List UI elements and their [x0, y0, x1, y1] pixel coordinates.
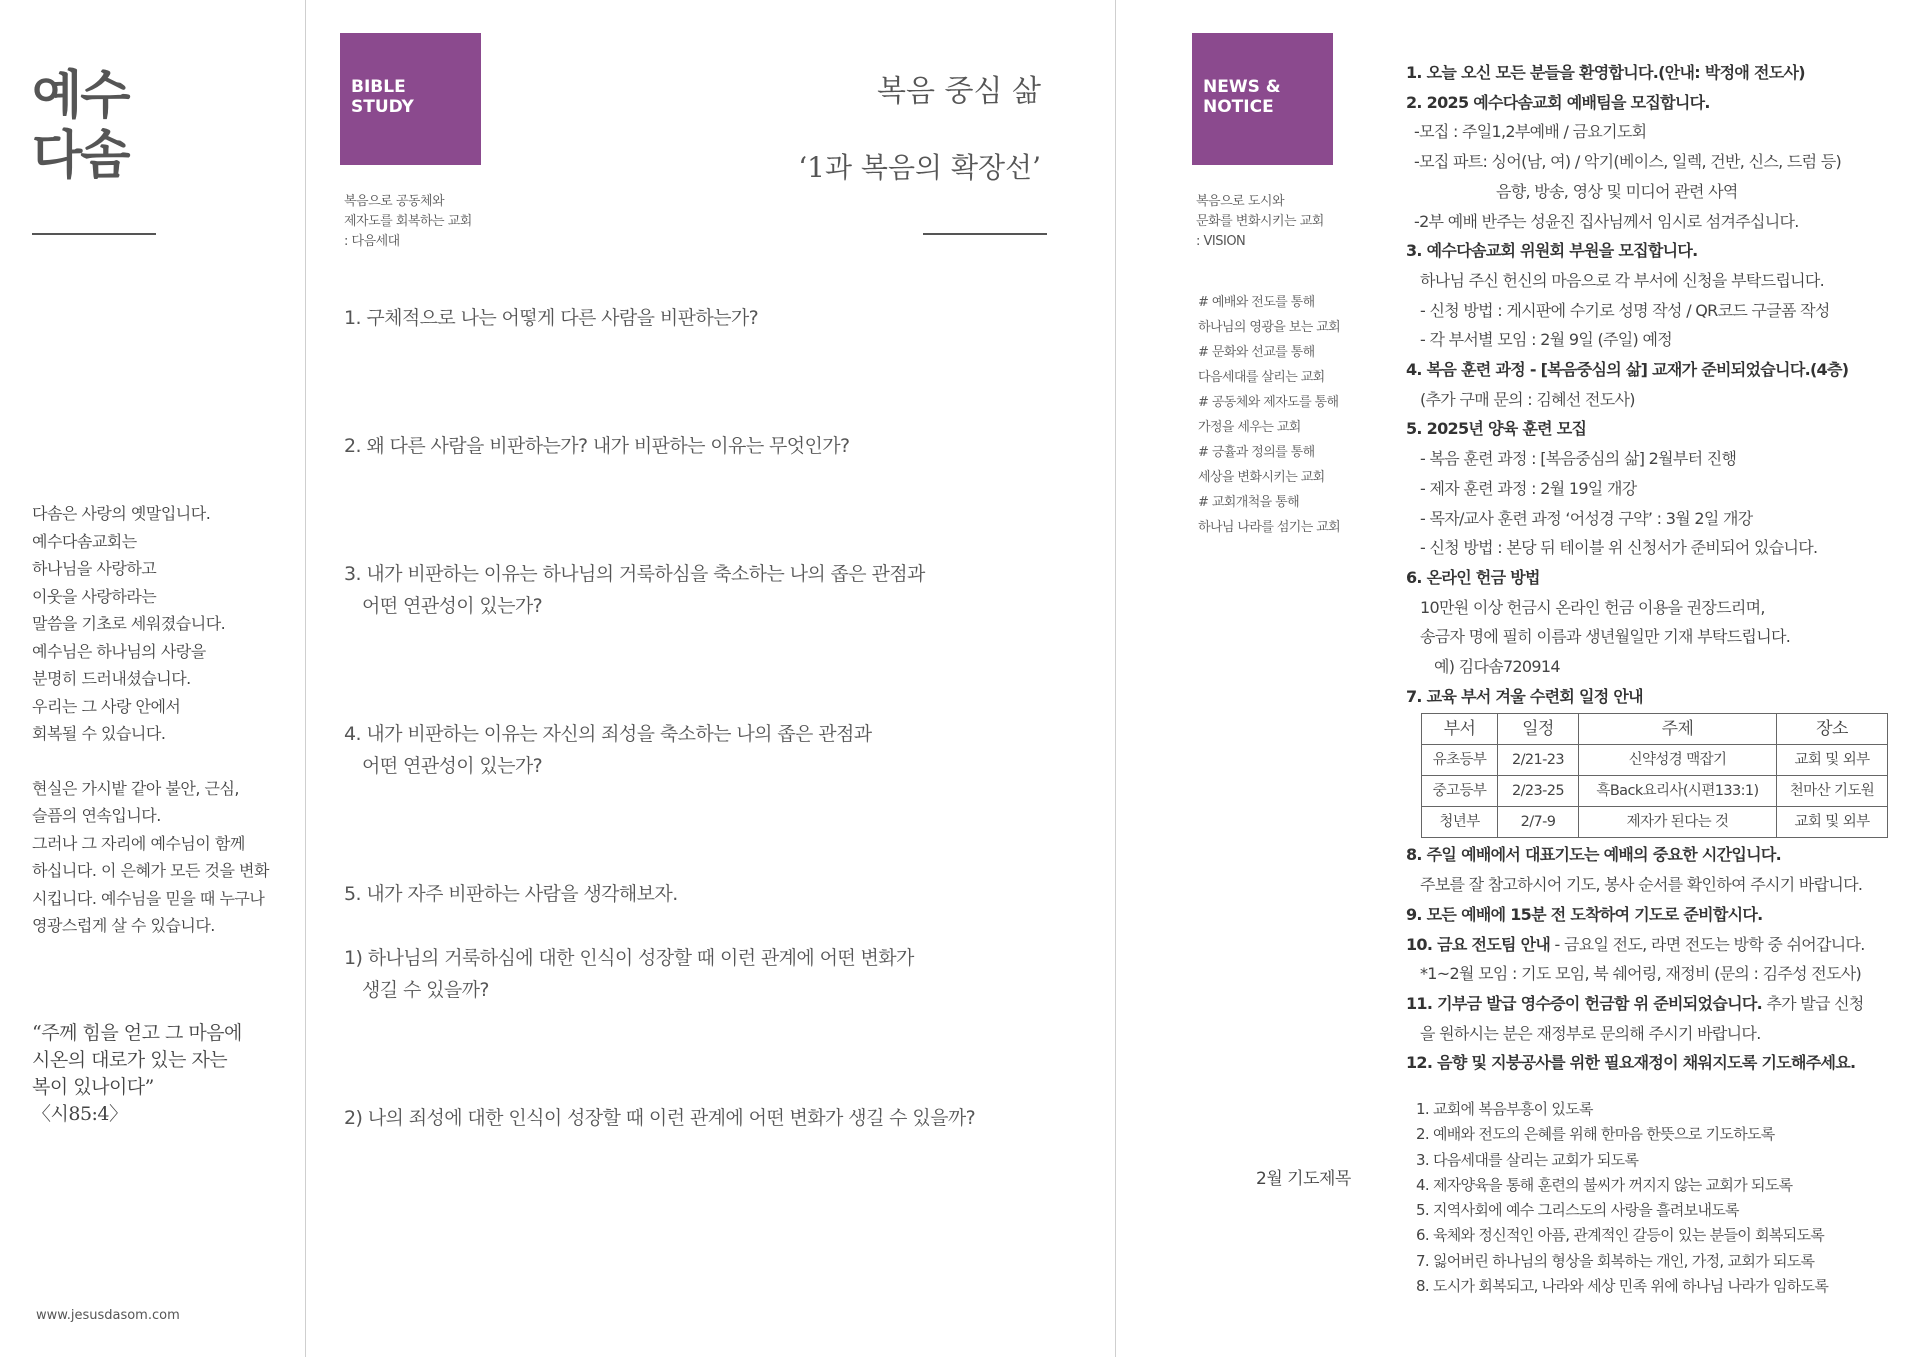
list-item: 5. 지역사회에 예수 그리스도의 사랑을 흘려보내도록	[1416, 1201, 1739, 1220]
list-item: 4. 제자양육을 통해 훈련의 불씨가 꺼지지 않는 교회가 되도록	[1416, 1175, 1793, 1194]
notice-item: 1. 오늘 오신 모든 분들을 환영합니다.(안내: 박정애 전도사)	[1406, 63, 1805, 82]
question-2: 2. 왜 다른 사람을 비판하는가? 내가 비판하는 이유는 무엇인가?	[344, 435, 850, 457]
church-tagline: 복음으로 공동체와 제자도를 회복하는 교회 : 다음세대	[344, 194, 472, 249]
notice-item: 8. 주일 예배에서 대표기도는 예배의 중요한 시간입니다.	[1406, 845, 1782, 865]
list-item: 1. 교회에 복음부흥이 있도록	[1416, 1100, 1593, 1118]
notice-list: 1. 오늘 오신 모든 분들을 환영합니다.(안내: 박정애 전도사) 2. 2025 예수다솜교회 예배팀을 모집합니다. -모집 : 주일1,2부예배 / 금요기도회 -모집 파트: 싱어(남, 여) / 악기(베이스, 일렉, 건반, 신스, 드럼 등) 음향, 방송, 영상 및 미디어 관련 사역 -2부 예배 반주는 성윤진 집사님께서 임시로 섬겨주십니다. 3. 예수다솜교회 위원회 부원을 모집합니다. 하나님 주신 헌신의 마음으로 각 부서에 신청을 부탁드립니다. - 신청 방법 : 게시판에 수기로 성명 작성 / QR코드 구글폼 작성 - 각 부서별 모임 : 2월 9일 (주일) 예정 4. 복음 훈련 과정 - [복음중심의 삶] 교재가 준비되었습니다.(4층) (추가 구매 문의 : 김혜선 전도사) 5. 2025년 양육 훈련 모집 - 복음 훈련 과정 : [복음중심의 삶] 2월부터 진행 - 제자 훈련 과정 : 2월 19일 개강 - 목자/교사 훈련 과정 ‘어성경 구약’ : 3월 2일 개강 - 신청 방법 : 본당 뒤 테이블 위 신청서가 준비되어 있습니다. 6. 온라인 헌금 방법 10만원 이상 헌금시 온라인 헌금 이용을 권장드리며, 송금자 명에 필히 이름과 생년월일만 기재 부탁드립니다. 예) 김다솜720914 7. 교육 부서 겨울 수련회 일정 안내 부서 일정 주제 장소 유초등부 2/21-23 신약성경 맥잡기 교회 및 외부 중고등부 2/23-25 흑Back요리사(시편133:1) 천마산 기도원 청년부 2/7-9 제자가 된다는 것 교회 및 외부 8. 주일 예배에서 대표기도는 예배의 중요한 시간입니다. 주보를 잘 참고하시어 기도, 봉사 순서를 확인하여 주시기 바랍니다. 9. 모든 예배에 15분 전 도착하여 기도로 준비합시다. 10. 금요 전도팀 안내 - 금요일 전도, 라면 전도는 방학 중 쉬어갑니다. *1~2월 모임 : 기도 모임, 북 쉐어링, 재정비 (문의 : 김주성 전도사) 11. 기부금 발급 영수증이 헌금함 위 준비되었습니다. 추가 발급 신청 을 원하시는 분은 재정부로 문의해 주시기 바랍니다. 12. 음향 및 지붕공사를 위한 필요재정이 채워지도록 기도해주세요.	[1406, 58, 1906, 1078]
divider	[32, 233, 156, 235]
church-logo: 예수 다솜	[32, 66, 129, 186]
table-header-row: 부서 일정 주제 장소	[1422, 714, 1888, 745]
prayer-topics-label: 2월 기도제목	[1256, 1169, 1351, 1189]
notice-item: 3. 예수다솜교회 위원회 부원을 모집합니다.	[1406, 241, 1698, 261]
list-item: 2. 예배와 전도의 은혜를 위해 한마음 한뜻으로 기도하도록	[1416, 1125, 1775, 1144]
list-item: 3. 다음세대를 살리는 교회가 되도록	[1416, 1150, 1639, 1169]
notice-item: 10. 금요 전도팀 안내 - 금요일 전도, 라면 전도는 방학 중 쉬어갑니다.	[1406, 934, 1865, 954]
vision-list: # 예배와 전도를 통해 하나님의 영광을 보는 교회 # 문화와 선교를 통해 다음세대를 살리는 교회 # 공동체와 제자도를 통해 가정을 세우는 교회 # 긍휼과 정의를 통해 세상을 변화시키는 교회 # 교회개척을 통해 하나님 나라를 섬기는 교회	[1198, 295, 1341, 535]
list-item: 7. 잃어버린 하나님의 형상을 회복하는 개인, 가정, 교회가 되도록	[1416, 1251, 1815, 1270]
vision-tagline: 복음으로 도시와 문화를 변화시키는 교회 : VISION	[1196, 194, 1324, 249]
question-3: 3. 내가 비판하는 이유는 하나님의 거룩하심을 축소하는 나의 좁은 관점과 어떤 연관성이 있는가?	[344, 563, 925, 617]
bible-study-badge: BIBLE STUDY	[340, 33, 481, 165]
notice-item: 7. 교육 부서 겨울 수련회 일정 안내	[1406, 686, 1643, 706]
study-subtitle: ‘1과 복음의 확장선’	[798, 151, 1041, 184]
divider	[923, 233, 1047, 235]
bible-study-panel	[306, 0, 1116, 1357]
church-intro	[32, 500, 292, 967]
question-5-2: 2) 나의 죄성에 대한 인식이 성장할 때 이런 관계에 어떤 변화가 생길 수 있을까?	[344, 1107, 976, 1129]
retreat-schedule-table	[1421, 713, 1888, 838]
notice-item: 5. 2025년 양육 훈련 모집	[1406, 419, 1587, 439]
table-row: 유초등부 2/21-23 신약성경 맥잡기 교회 및 외부	[1422, 745, 1888, 776]
question-4: 4. 내가 비판하는 이유는 자신의 죄성을 축소하는 나의 좁은 관점과 어떤 연관성이 있는가?	[344, 723, 872, 777]
bible-verse: “주께 힘을 얻고 그 마음에 시온의 대로가 있는 자는 복이 있나이다” 〈시85:4〉	[32, 1022, 242, 1125]
table-row: 중고등부 2/23-25 흑Back요리사(시편133:1) 천마산 기도원	[1422, 776, 1888, 807]
notice-item: 4. 복음 훈련 과정 - [복음중심의 삶] 교재가 준비되었습니다.(4층)	[1406, 360, 1849, 380]
list-item: 6. 육체와 정신적인 아픔, 관계적인 갈등이 있는 분들이 회복되도록	[1416, 1226, 1825, 1245]
question-1: 1. 구체적으로 나는 어떻게 다른 사람을 비판하는가?	[344, 307, 759, 329]
notice-item: 9. 모든 예배에 15분 전 도착하여 기도로 준비합시다.	[1406, 904, 1763, 924]
notice-item: 6. 온라인 헌금 방법	[1406, 567, 1540, 587]
notice-item: 12. 음향 및 지붕공사를 위한 필요재정이 채워지도록 기도해주세요.	[1406, 1053, 1856, 1073]
news-notice-badge: NEWS & NOTICE	[1192, 33, 1333, 165]
study-title: 복음 중심 삶	[877, 74, 1041, 109]
website-url: www.jesusdasom.com	[36, 1308, 180, 1323]
notice-item: 2. 2025 예수다솜교회 예배팀을 모집합니다.	[1406, 92, 1710, 112]
table-row: 청년부 2/7-9 제자가 된다는 것 교회 및 외부	[1422, 807, 1888, 838]
question-5: 5. 내가 자주 비판하는 사람을 생각해보자.	[344, 883, 678, 905]
intro-paragraph: 현실은 가시밭 같아 불안, 근심, 슬픔의 연속입니다. 그러나 그 자리에 예수님이 함께 하십니다. 이 은혜가 모든 것을 변화 시킵니다. 예수님을 믿을 때 누구나 영광스럽게 살 수 있습니다.	[32, 778, 269, 935]
question-5-1: 1) 하나님의 거룩하심에 대한 인식이 성장할 때 이런 관계에 어떤 변화가 생길 수 있을까?	[344, 947, 914, 1001]
notice-item: 11. 기부금 발급 영수증이 헌금함 위 준비되었습니다. 추가 발급 신청	[1406, 993, 1864, 1013]
intro-paragraph: 다솜은 사랑의 옛말입니다. 예수다솜교회는 하나님을 사랑하고 이웃을 사랑하라는 말씀을 기초로 세워졌습니다. 예수님은 하나님의 사랑을 분명히 드러내셨습니다. 우리는 그 사랑 안에서 회복될 수 있습니다.	[32, 504, 226, 743]
news-notice-panel	[1116, 0, 1920, 1357]
list-item: 8. 도시가 회복되고, 나라와 세상 민족 위에 하나님 나라가 임하도록	[1416, 1277, 1829, 1296]
prayer-topics-list	[1416, 1097, 1906, 1299]
intro-panel	[0, 0, 306, 1357]
